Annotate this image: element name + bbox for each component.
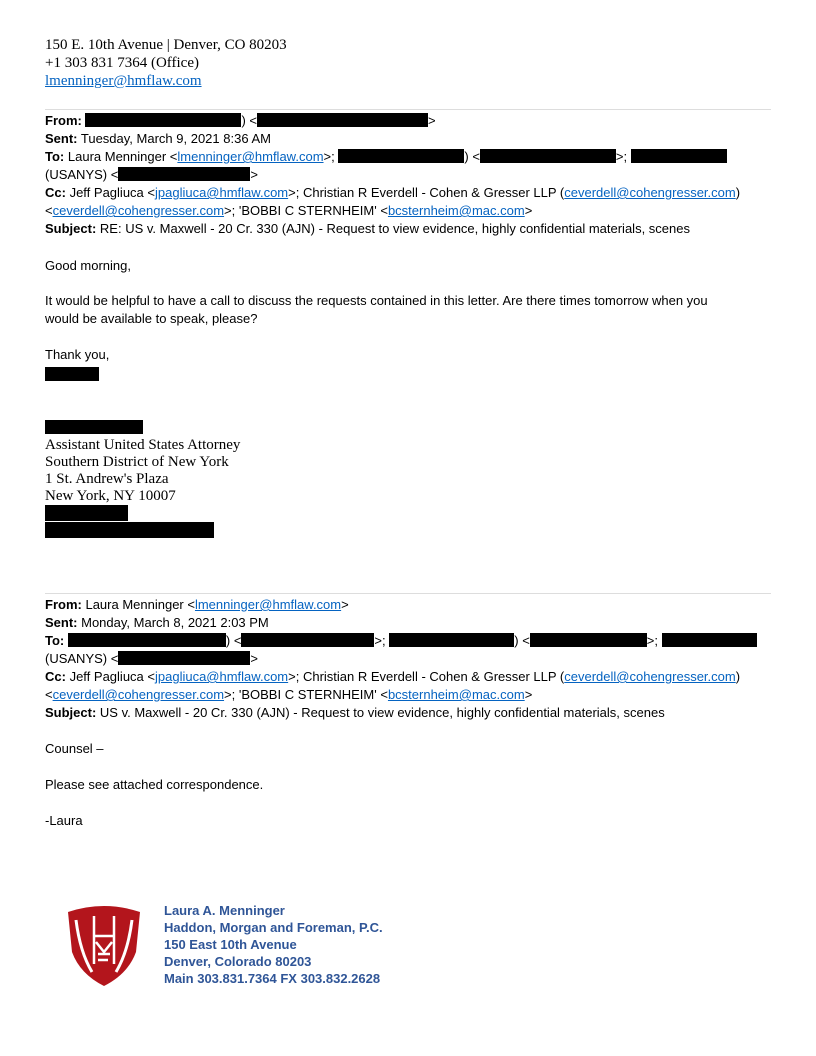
email1-cc: Cc: Jeff Pagliuca <jpagliuca@hmflaw.com>; Christian R Everdell - Cohen & Gresser LLP (ceverdell@cohengresser.com) bbox=[45, 185, 741, 200]
header-email-link[interactable]: lmenninger@hmflaw.com bbox=[45, 73, 202, 89]
redaction bbox=[45, 522, 214, 538]
sig-street: 150 East 10th Avenue bbox=[164, 937, 297, 952]
hmf-logo-icon bbox=[62, 902, 146, 988]
redaction bbox=[85, 113, 241, 127]
email1-closing: Thank you, bbox=[45, 347, 110, 362]
redaction bbox=[241, 633, 374, 647]
email2-cc-cont: <ceverdell@cohengresser.com>; 'BOBBI C STERNHEIM' <bcsternheim@mac.com> bbox=[45, 687, 533, 702]
email-link[interactable]: bcsternheim@mac.com bbox=[387, 203, 525, 218]
email1-body-line2: would be available to speak, please? bbox=[45, 311, 258, 326]
redaction bbox=[45, 420, 143, 434]
email-link[interactable]: ceverdell@cohengresser.com bbox=[52, 203, 225, 218]
email-link[interactable]: jpagliuca@hmflaw.com bbox=[154, 669, 289, 684]
redaction bbox=[257, 113, 428, 127]
separator bbox=[45, 109, 771, 110]
email2-subject: Subject: US v. Maxwell - 20 Cr. 330 (AJN) - Request to view evidence, highly confidential materials, scenes bbox=[45, 705, 665, 720]
email1-from: From: ) < > bbox=[45, 113, 436, 128]
sig-city: New York, NY 10007 bbox=[45, 488, 176, 504]
email2-body: Please see attached correspondence. bbox=[45, 777, 264, 792]
email1-to-cont: (USANYS) < > bbox=[45, 167, 258, 182]
redaction bbox=[338, 149, 464, 163]
sig-city: Denver, Colorado 80203 bbox=[164, 954, 312, 969]
email-link[interactable]: ceverdell@cohengresser.com bbox=[564, 185, 736, 200]
redaction bbox=[68, 633, 226, 647]
redaction bbox=[389, 633, 514, 647]
email2-cc: Cc: Jeff Pagliuca <jpagliuca@hmflaw.com>; Christian R Everdell - Cohen & Gresser LLP (ceverdell@cohengresser.com) bbox=[45, 669, 741, 684]
redaction bbox=[118, 651, 250, 665]
email-link[interactable]: ceverdell@cohengresser.com bbox=[564, 669, 736, 684]
email-link[interactable]: bcsternheim@mac.com bbox=[387, 687, 525, 702]
redaction bbox=[45, 367, 99, 381]
redaction bbox=[631, 149, 727, 163]
redaction bbox=[480, 149, 616, 163]
sig-office: Southern District of New York bbox=[45, 454, 229, 470]
email2-to: To: ) < >; ) < >; bbox=[45, 632, 757, 650]
separator bbox=[45, 593, 771, 594]
email2-greeting: Counsel – bbox=[45, 741, 104, 756]
redaction bbox=[530, 633, 647, 647]
email1-subject: Subject: RE: US v. Maxwell - 20 Cr. 330 (AJN) - Request to view evidence, highly confidential materials, scenes bbox=[45, 221, 690, 236]
signature-block bbox=[164, 902, 383, 987]
redaction bbox=[662, 633, 757, 647]
header-phone: +1 303 831 7364 (Office) bbox=[45, 55, 199, 71]
sig-name: Laura A. Menninger bbox=[164, 903, 285, 918]
sig-title: Assistant United States Attorney bbox=[45, 437, 241, 453]
email-link[interactable]: ceverdell@cohengresser.com bbox=[52, 687, 225, 702]
email1-body-line1: It would be helpful to have a call to discuss the requests contained in this letter. Are there times tomorrow when you bbox=[45, 293, 708, 308]
email2-closing: -Laura bbox=[45, 813, 83, 828]
email1-sent: Sent: Tuesday, March 9, 2021 8:36 AM bbox=[45, 131, 271, 146]
email2-sent: Sent: Monday, March 8, 2021 2:03 PM bbox=[45, 615, 269, 630]
redaction bbox=[45, 505, 128, 521]
header-address: 150 E. 10th Avenue | Denver, CO 80203 bbox=[45, 37, 287, 53]
sig-firm: Haddon, Morgan and Foreman, P.C. bbox=[164, 920, 383, 935]
email2-to-cont: (USANYS) < > bbox=[45, 651, 258, 666]
sig-phone: Main 303.831.7364 FX 303.832.2628 bbox=[164, 971, 381, 986]
email1-cc-cont: <ceverdell@cohengresser.com>; 'BOBBI C STERNHEIM' <bcsternheim@mac.com> bbox=[45, 203, 533, 218]
email1-to: To: Laura Menninger <lmenninger@hmflaw.com>; ) < >; bbox=[45, 148, 727, 166]
email-link[interactable]: lmenninger@hmflaw.com bbox=[177, 149, 324, 164]
email2-from: From: Laura Menninger <lmenninger@hmflaw.com> bbox=[45, 597, 349, 612]
redaction bbox=[118, 167, 250, 181]
sig-address: 1 St. Andrew's Plaza bbox=[45, 471, 169, 487]
email-link[interactable]: lmenninger@hmflaw.com bbox=[194, 597, 342, 612]
email-link[interactable]: jpagliuca@hmflaw.com bbox=[154, 185, 289, 200]
email1-greeting: Good morning, bbox=[45, 258, 131, 273]
